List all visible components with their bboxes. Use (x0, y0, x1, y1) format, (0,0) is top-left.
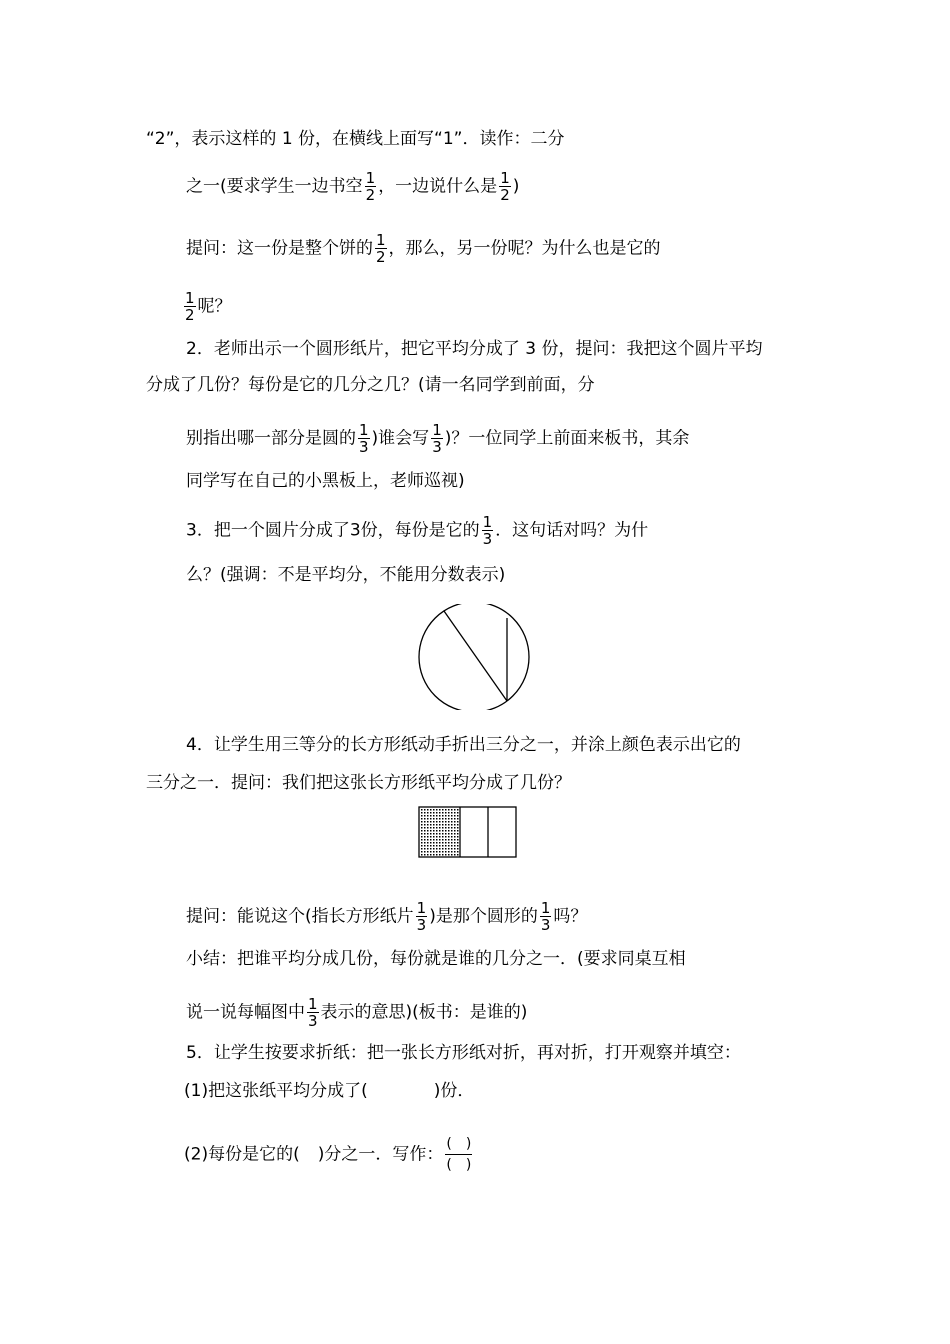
text-segment: 3．把一个圆片分成了3份，每份是它的 (186, 520, 480, 541)
fraction-denominator: 3 (416, 916, 427, 934)
text-segment: 之一(要求学生一边书空 (186, 176, 363, 197)
circle-outline (419, 604, 529, 710)
text-segment: )份． (433, 1081, 475, 1101)
fraction-denominator: 3 (482, 530, 493, 548)
fraction-numerator-blank: ( ) (445, 1134, 472, 1155)
text-line-14: 小结：把谁平均分成几份，每份就是谁的几分之一．(要求同桌互相 (186, 949, 686, 969)
fraction-denominator: 2 (376, 248, 386, 266)
text-line-8: 同学写在自己的小黑板上，老师巡视) (186, 471, 465, 491)
circle-divided-unequally-figure (416, 604, 532, 710)
fraction-numerator: 1 (185, 289, 195, 307)
text-line-16: 5．让学生按要求折纸：把一张长方形纸对折，再对折，打开观察并填空： (186, 1043, 741, 1063)
text-line-18 (184, 1134, 474, 1175)
text-line-15 (186, 996, 527, 1029)
text-line-1: “2”，表示这样的 1 份，在横线上面写“1”．读作：二分 (146, 129, 565, 149)
text-line-10: 么？(强调：不是平均分，不能用分数表示) (186, 565, 506, 585)
fraction-denominator-blank: ( ) (446, 1157, 472, 1173)
text-line-9 (186, 514, 648, 547)
fraction-denominator: 3 (540, 916, 551, 934)
text-segment: )是那个圆形的 (429, 906, 538, 927)
text-segment: )谁会写 (371, 428, 430, 449)
fraction-one-third (416, 900, 428, 933)
fraction-numerator: 1 (359, 421, 369, 439)
text-segment: 呢？ (197, 296, 232, 317)
text-segment: ，一边说什么是 (378, 176, 498, 197)
fraction-numerator: 1 (416, 899, 427, 917)
rectangle-thirds-figure (418, 806, 518, 858)
text-segment: ) (512, 176, 520, 197)
diagonal-divider (444, 611, 507, 701)
fraction-numerator: 1 (308, 995, 318, 1013)
text-line-5: 2．老师出示一个圆形纸片，把它平均分成了 3 份，提问：我把这个圆片平均 (186, 339, 763, 359)
text-line-17 (184, 1080, 474, 1102)
text-line-7 (186, 422, 689, 455)
text-line-13 (186, 900, 587, 933)
fraction-denominator: 2 (365, 186, 376, 204)
text-segment: ．这句话对吗？为什 (495, 520, 649, 541)
fraction-numerator: 1 (432, 421, 442, 439)
text-segment: (1)把这张纸平均分成了( (184, 1081, 368, 1101)
text-segment: (2)每份是它的( (184, 1144, 300, 1165)
blank-fraction (445, 1134, 472, 1175)
fraction-numerator: 1 (500, 169, 510, 187)
text-segment: 说一说每幅图中 (186, 1002, 305, 1023)
fraction-one-third (482, 514, 494, 547)
fraction-denominator: 3 (432, 438, 442, 456)
text-segment: 吗？ (553, 906, 588, 927)
text-line-2 (186, 170, 519, 203)
text-line-6: 分成了几份？每份是它的几分之几？(请一名同学到前面，分 (146, 375, 595, 395)
fraction-one-third (540, 900, 552, 933)
fraction-denominator: 3 (308, 1012, 318, 1030)
text-segment: 提问：这一份是整个饼的 (186, 238, 373, 259)
text-line-4 (184, 290, 232, 323)
fraction-numerator: 1 (540, 899, 551, 917)
fraction-numerator: 1 (482, 513, 493, 531)
fraction-one-third (307, 996, 319, 1029)
fraction-one-half (375, 232, 387, 265)
fraction-one-third (358, 422, 370, 455)
text-segment: 提问：能说这个(指长方形纸片 (186, 906, 414, 927)
fraction-denominator: 2 (185, 306, 195, 324)
fraction-one-half (365, 170, 377, 203)
text-segment: ，那么，另一份呢？为什么也是它的 (388, 238, 661, 259)
text-segment: 表示的意思)(板书：是谁的) (320, 1002, 528, 1023)
text-line-3 (186, 232, 661, 265)
fraction-one-half (184, 290, 196, 323)
text-segment: )分之一．写作： (317, 1144, 444, 1165)
fraction-denominator: 3 (359, 438, 369, 456)
fraction-one-half (499, 170, 511, 203)
shaded-third (419, 807, 460, 857)
text-segment: 别指出哪一部分是圆的 (186, 428, 356, 449)
text-line-11: 4．让学生用三等分的长方形纸动手折出三分之一，并涂上颜色表示出它的 (186, 735, 741, 755)
fraction-one-third (431, 422, 443, 455)
text-segment: )？一位同学上前面来板书，其余 (444, 428, 690, 449)
text-line-12: 三分之一．提问：我们把这张长方形纸平均分成了几份？ (146, 773, 571, 793)
fraction-numerator: 1 (365, 169, 376, 187)
fraction-numerator: 1 (376, 231, 386, 249)
fraction-denominator: 2 (500, 186, 510, 204)
